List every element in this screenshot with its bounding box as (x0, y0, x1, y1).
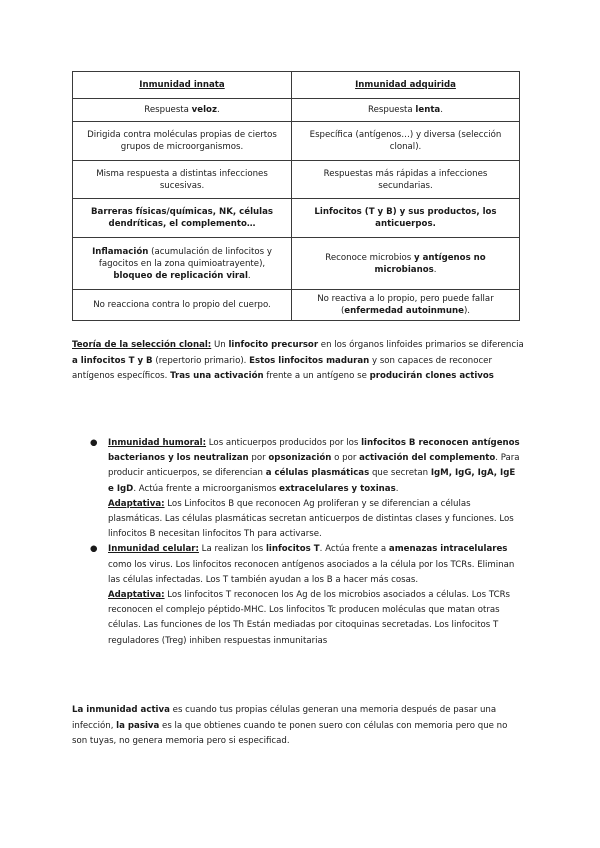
text: en los órganos linfoides primarios se diferencia (318, 340, 524, 350)
table-cell: Dirigida contra moléculas propias de ciertos grupos de microorganismos. (73, 122, 292, 161)
item-title: Inmunidad celular: (108, 544, 199, 555)
bold-text: La inmunidad activa (72, 705, 170, 715)
table-row (73, 290, 520, 321)
header-acquired: Inmunidad adquirida (292, 72, 520, 99)
text: que secretan (369, 468, 431, 479)
table-cell (292, 99, 520, 122)
bold-text: extracelulares y toxinas (279, 483, 396, 494)
bold-text: activación del complemento (359, 453, 496, 464)
bold-text: Estos linfocitos maduran (249, 355, 370, 366)
table-cell: Misma respuesta a distintas infecciones sucesivas. (73, 161, 292, 199)
list-item-celular (72, 542, 524, 648)
cell-text: Respuesta (368, 105, 416, 115)
table-cell: Específica (antígenos…) y diversa (selección clonal). (292, 122, 520, 161)
cell-text: . (433, 264, 437, 275)
text: como los virus. Los linfocitos reconocen antígenos asociados a la célula por los TCRs. Eliminan las células infectadas. Los T también ayudan a los B a hacer más cosas. (108, 559, 515, 585)
cell-bold: veloz (191, 105, 217, 115)
cell-bold: Inflamación (92, 246, 149, 257)
text: frente a un antígeno se (263, 371, 370, 381)
text: La realizan los (198, 544, 266, 555)
bold-text: opsonización (268, 453, 332, 464)
text: Un (211, 340, 229, 350)
cell-bold: Linfocitos (T y B) y sus productos, los anticuerpos. (314, 207, 497, 229)
table-cell (292, 199, 520, 238)
table-cell: No reacciona contra lo propio del cuerpo. (73, 290, 292, 321)
cell-bold: Barreras físicas/químicas, NK, células dendríticas, el complemento… (90, 207, 274, 229)
item-title: Inmunidad humoral: (108, 438, 207, 448)
text: o por (331, 453, 360, 464)
adaptive-note (108, 588, 524, 649)
text: . Actúa frente a (319, 544, 389, 555)
sub-title: Adaptativa: (108, 498, 165, 509)
text: . Para producir anticuerpos, se diferencian (108, 453, 520, 479)
table-row (73, 238, 520, 290)
table-row (73, 199, 520, 238)
bold-text: linfocito precursor (228, 340, 319, 350)
cell-text: . (247, 270, 251, 281)
table-cell: Respuestas más rápidas a infecciones secundarias. (292, 161, 520, 199)
text: (repertorio primario). (152, 355, 250, 366)
text: . Actúa frente a microorganismos (133, 483, 280, 494)
bold-text: a células plasmáticas (265, 468, 370, 479)
text: es la que obtienes cuando te ponen suero con células con memoria pero que no son tuyas, no genera memoria pero si especificad. (72, 720, 508, 746)
text: Los linfocitos T reconocen los Ag de los microbios asociados a células. Los TCRs reconocen el complejo péptido-MHC. Los linfocitos Tc producen moléculas que matan otras células. Las funciones de los Th Están mediadas por citoquinas secretadas. Los linfocitos T reguladores (Treg) inhiben respuestas inmunitarias (108, 590, 511, 646)
table-cell (73, 99, 292, 122)
bullet-icon: ● (90, 544, 98, 555)
sub-title: Adaptativa: (108, 590, 165, 601)
cell-bold: bloqueo de replicación viral (113, 270, 248, 281)
cell-bold: enfermedad autoinmune (344, 306, 464, 316)
cell-text: Respuesta (144, 105, 192, 115)
bold-text: producirán clones activos (369, 371, 494, 381)
cell-text: ). (463, 306, 471, 316)
table-row (73, 99, 520, 122)
bold-text: Tras una activación (170, 371, 264, 381)
table-cell (292, 290, 520, 321)
text: por (248, 453, 269, 464)
cell-bold: y antígenos no microbianos (374, 252, 486, 275)
table-row (73, 122, 520, 161)
cell-text: . (216, 105, 220, 115)
comparison-table (72, 71, 520, 321)
text: es cuando tus propias células generan una memoria después de pasar una infección, (72, 705, 497, 731)
section-title: Teoría de la selección clonal: (72, 340, 212, 350)
immunity-list (72, 436, 524, 649)
clonal-selection-paragraph (72, 338, 524, 385)
bold-text: amenazas intracelulares (388, 544, 508, 555)
table-row (73, 161, 520, 199)
cell-text: (acumulación de linfocitos y fagocitos en la zona quimioatrayente), (98, 246, 272, 269)
text: . (395, 483, 399, 494)
text: Los Linfocitos B que reconocen Ag proliferan y se diferencian a células plasmáticas. Las células plasmáticas secretan anticuerpos de distintas clases y funciones. Los linfocitos B necesitan linfocitos Th para activarse. (108, 498, 514, 540)
bold-text: IgM, IgG, IgA, IgE e IgD (108, 468, 516, 494)
bold-text: linfocitos T (265, 544, 320, 555)
table-cell (73, 238, 292, 290)
adaptive-note (108, 497, 524, 543)
cell-text: No reactiva a lo propio, pero puede fallar ( (317, 294, 494, 316)
bold-text: linfocitos B reconocen antígenos bacterianos y los neutralizan (108, 438, 520, 464)
header-innate: Inmunidad innata (73, 72, 292, 99)
table-cell (292, 238, 520, 290)
text: Los anticuerpos producidos por los (206, 438, 362, 448)
bold-text: a linfocitos T y B (72, 355, 153, 366)
cell-bold: lenta (415, 105, 441, 115)
active-passive-paragraph (72, 703, 524, 750)
text: y son capaces de reconocer antígenos específicos. (72, 355, 492, 381)
table-header-row (73, 72, 520, 99)
cell-text: Reconoce microbios (325, 252, 414, 263)
bullet-icon: ● (90, 438, 98, 448)
bold-text: la pasiva (116, 720, 160, 731)
table-cell (73, 199, 292, 238)
cell-text: . (440, 105, 443, 115)
list-item-humoral (72, 436, 524, 542)
